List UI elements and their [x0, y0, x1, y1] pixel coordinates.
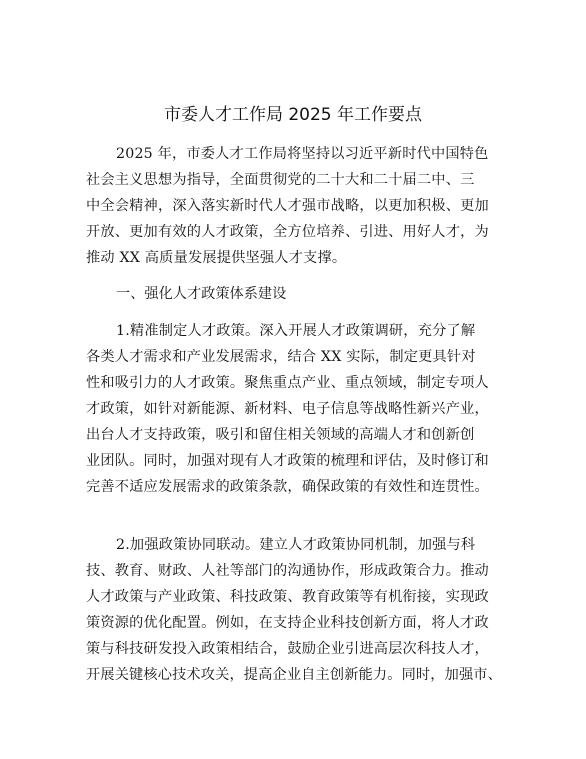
intro-line: 推动 XX 高质量发展提供坚强人才支撑。 — [86, 250, 347, 266]
item-2-line: 人才政策与产业政策、科技政策、教育政策等有机衔接，实现政 — [86, 589, 489, 605]
intro-line: 开放、更加有效的人才政策，全方位培养、引进、用好人才，为 — [86, 224, 489, 240]
item-2-line: 策与科技研发投入政策相结合，鼓励企业引进高层次科技人才， — [86, 641, 489, 657]
item-1-line: 才政策，如针对新能源、新材料、电子信息等战略性新兴产业， — [86, 401, 489, 417]
item-1-paragraph — [86, 318, 502, 500]
item-2-paragraph — [86, 532, 502, 688]
item-2-line: 策资源的优化配置。例如，在支持企业科技创新方面，将人才政 — [86, 615, 489, 631]
item-1-line: 各类人才需求和产业发展需求，结合 XX 实际，制定更具针对 — [86, 349, 476, 365]
item-2-line: 开展关键核心技术攻关，提高企业自主创新能力。同时，加强市、 — [86, 667, 502, 683]
item-1-line: 业团队。同时，加强对现有人才政策的梳理和评估，及时修订和 — [86, 453, 489, 469]
intro-line: 2025 年，市委人才工作局将坚持以习近平新时代中国特色 — [116, 146, 489, 162]
section-heading: 一、强化人才政策体系建设 — [116, 286, 287, 302]
document-title: 市委人才工作局 2025 年工作要点 — [163, 105, 423, 125]
intro-paragraph — [86, 141, 502, 271]
item-1-line: 1.精准制定人才政策。深入开展人才政策调研，充分了解 — [116, 323, 476, 339]
item-1-line: 性和吸引力的人才政策。聚焦重点产业、重点领域，制定专项人 — [86, 375, 489, 391]
item-2-line: 技、教育、财政、人社等部门的沟通协作，形成政策合力。推动 — [86, 563, 489, 579]
item-2-line: 2.加强政策协同联动。建立人才政策协同机制，加强与科 — [116, 537, 476, 553]
intro-line: 中全会精神，深入落实新时代人才强市战略，以更加积极、更加 — [86, 198, 489, 214]
intro-line: 社会主义思想为指导，全面贯彻党的二十大和二十届二中、三 — [86, 172, 475, 188]
item-1-line: 完善不适应发展需求的政策条款，确保政策的有效性和连贯性。 — [86, 479, 489, 495]
item-1-line: 出台人才支持政策，吸引和留住相关领域的高端人才和创新创 — [86, 427, 475, 443]
